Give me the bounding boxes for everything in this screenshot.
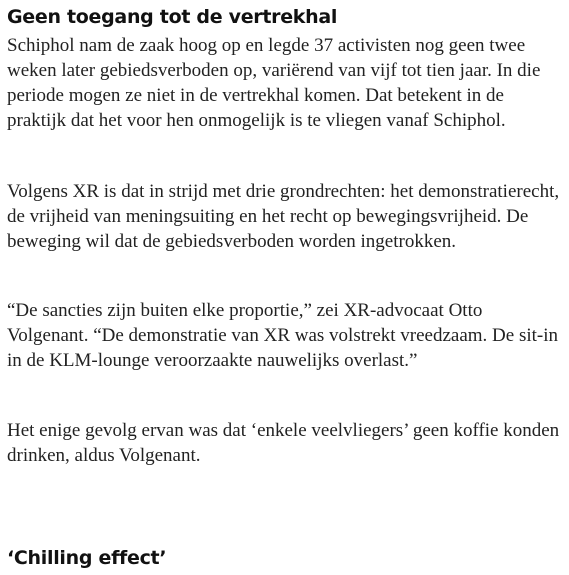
section-heading: ‘Chilling effect’ bbox=[7, 547, 167, 569]
article-body bbox=[7, 4, 563, 569]
article-paragraph: Het enige gevolg ervan was dat ‘enkele veelvliegers’ geen koffie konden drinken, aldus Volgenant. bbox=[7, 420, 560, 466]
section-heading: Geen toegang tot de vertrekhal bbox=[7, 6, 338, 28]
article-paragraph: Volgens XR is dat in strijd met drie grondrechten: het demonstratierecht, de vrijheid van meningsuiting en het recht op bewegingsvrijheid. De beweging wil dat de gebiedsverboden worden ingetrokken. bbox=[7, 181, 560, 252]
article-paragraph: “De sancties zijn buiten elke proportie,” zei XR-advocaat Otto Volgenant. “De demonstratie van XR was volstrekt vreedzaam. De sit-in in de KLM-lounge veroorzaakte nauwelijks overlast.” bbox=[7, 300, 559, 371]
article-paragraph: Schiphol nam de zaak hoog op en legde 37 activisten nog geen twee weken later gebiedsverboden op, variërend van vijf tot tien jaar. In die periode mogen ze niet in de vertrekhal komen. Dat betekent in de praktijk dat het voor hen onmogelijk is te vliegen vanaf Schiphol. bbox=[7, 35, 541, 131]
